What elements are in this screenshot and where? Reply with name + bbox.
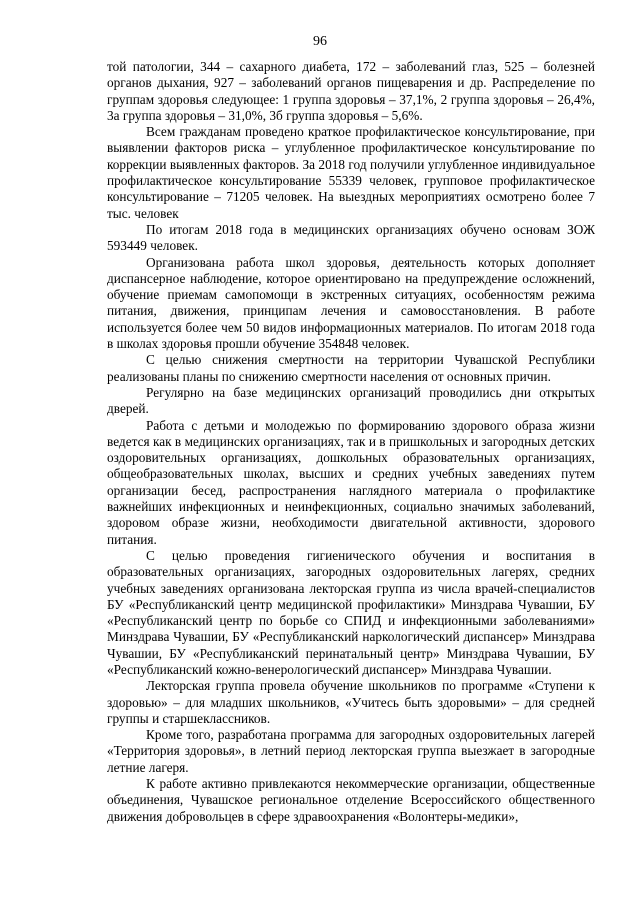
paragraph-patology-stats: той патологии, 344 – сахарного диабета, 172 – заболеваний глаз, 525 – болезней органов дыхания, 927 – заболеваний органов пищеварения и др. Распределение по группам здоровья следующее: 1 группа здоровья – 37,1%, 2 группа здоровья – 26,4%, 3а группа здоровья – 31,0%, 3б группа здоровья – 5,6%. xyxy=(107,59,595,123)
paragraph-nonprofits: К работе активно привлекаются некоммерческие организации, общественные объединения, Чувашское региональное отделение Всероссийского общественного движения добровольцев в сфере здравоохранения «Волонтеры-медики», xyxy=(107,776,595,824)
page-number: 96 xyxy=(313,34,327,49)
paragraph-health-schools: Организована работа школ здоровья, деятельность которых дополняет диспансерное наблюдение, которое ориентировано на предупреждение осложнений, обучение приемам самопомощи в экстренных ситуациях, особенностям режима питания, движения, принципам лечения и самовосстановления. В работе используется более чем 50 видов информационных материалов. По итогам 2018 года в школах здоровья прошли обучение 354848 человек. xyxy=(107,254,595,352)
paragraph-open-days: Регулярно на базе медицинских организаций проводились дни открытых дверей. xyxy=(107,384,595,417)
paragraph-summer-camps: Кроме того, разработана программа для загородных оздоровительных лагерей «Территория здоровья», в летний период лекторская группа выезжает в загородные летние лагеря. xyxy=(107,727,595,775)
paragraph-mortality-plans: С целью снижения смертности на территории Чувашской Республики реализованы планы по снижению смертности населения от основных причин. xyxy=(107,352,595,384)
paragraph-lecture-group: С целью проведения гигиенического обучения и воспитания в образовательных организациях, загородных оздоровительных лагерях, средних учебных заведениях организована лекторская группа из числа врачей-специалистов БУ «Республиканский центр медицинской профилактики» Минздрава Чувашии, БУ «Республиканский центр по борьбе со СПИД и инфекционными заболеваниями» Минздрава Чувашии, БУ «Республиканский наркологический диспансер» Минздрава Чувашии, БУ «Республиканский перинатальный центр» Минздрава Чувашии, БУ «Республиканский кожно-венерологический диспансер» Минздрава Чувашии. xyxy=(107,547,595,677)
document-body xyxy=(107,59,595,825)
paragraph-zozh-training: По итогам 2018 года в медицинских организациях обучено основам ЗОЖ 593449 человек. xyxy=(107,221,595,254)
paragraph-school-programs: Лекторская группа провела обучение школьников по программе «Ступени к здоровью» – для младших школьников, «Учитесь быть здоровыми» – для средней группы и старшеклассников. xyxy=(107,678,595,726)
paragraph-youth-work: Работа с детьми и молодежью по формированию здорового образа жизни ведется как в медицинских организациях, так и в пришкольных и загородных детских оздоровительных организациях, дошкольных образовательных организациях, общеобразовательных школах, высших и средних учебных заведениях путем организации бесед, распространения наглядного материала о профилактике важнейших инфекционных и неинфекционных, социально значимых заболеваний, здоровом образе жизни, необходимости двигательной активности, здорового питания. xyxy=(107,417,595,547)
paragraph-consulting: Всем гражданам проведено краткое профилактическое консультирование, при выявлении факторов риска – углубленное профилактическое консультирование по коррекции выявленных факторов. За 2018 год получили углубленное индивидуальное профилактическое консультирование 55339 человек, групповое профилактическое консультирование – 71205 человек. На выездных мероприятиях осмотрено более 7 тыс. человек xyxy=(107,124,595,221)
